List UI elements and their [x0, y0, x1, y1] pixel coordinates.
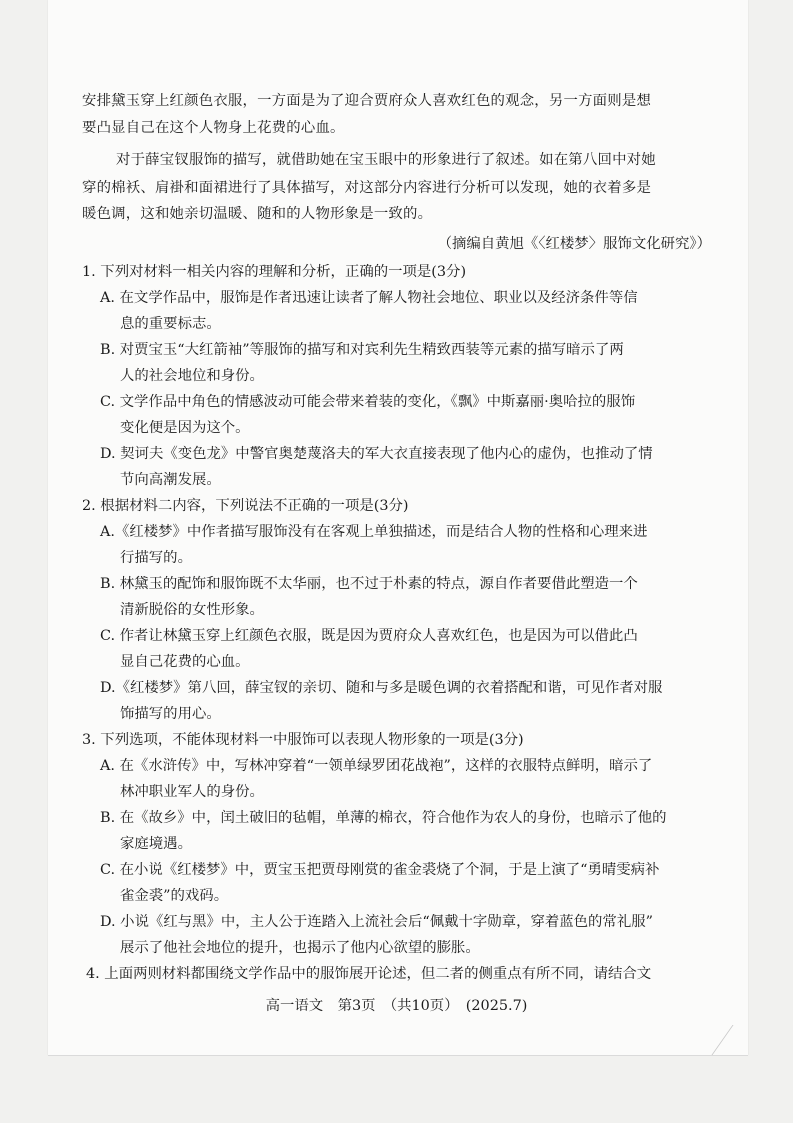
q3-option-a-cont: 林冲职业军人的身份。 [120, 784, 264, 800]
q1-option-a-cont: 息的重要标志。 [120, 316, 221, 332]
q1-option-c: C. 文学作品中角色的情感波动可能会带来着装的变化，《飘》中斯嘉丽·奥哈拉的服饰 [100, 394, 636, 410]
q2-option-b: B. 林黛玉的配饰和服饰既不太华丽，也不过于朴素的特点，源自作者要借此塑造一个 [100, 576, 638, 592]
q2-option-b-cont: 清新脱俗的女性形象。 [120, 602, 264, 618]
page-footer: 高一语文 第3页 （共10页） (2025.7) [265, 998, 528, 1014]
q1-option-b: B. 对贾宝玉“大红箭袖”等服饰的描写和对宾利先生精致西装等元素的描写暗示了两 [100, 342, 624, 358]
material-source: （摘编自黄旭《〈红楼梦〉服饰文化研究》） [437, 236, 711, 252]
q3-option-d: D. 小说《红与黑》中，主人公于连踏入上流社会后“佩戴十字勋章，穿着蓝色的常礼服” [100, 914, 653, 930]
material-line-2: 要凸显自己在这个人物身上花费的心血。 [82, 120, 345, 136]
q2-option-d: D.《红楼梦》第八回，薛宝钗的亲切、随和与多是暖色调的衣着搭配和谐，可见作者对服 [100, 680, 663, 696]
q3-option-b-cont: 家庭境遇。 [120, 836, 192, 852]
q3-option-d-cont: 展示了他社会地位的提升，也揭示了他内心欲望的膨胀。 [120, 940, 480, 956]
page-edge [48, 1055, 748, 1056]
q2-option-c: C. 作者让林黛玉穿上红颜色衣服，既是因为贾府众人喜欢红色，也是因为可以借此凸 [100, 628, 638, 644]
question-4-stem: 4. 上面两则材料都围绕文学作品中的服饰展开论述，但二者的侧重点有所不同，请结合文 [86, 966, 652, 982]
material-line-3: 对于薛宝钗服饰的描写，就借助她在宝玉眼中的形象进行了叙述。如在第八回中对她 [116, 152, 656, 168]
material-line-5: 暖色调，这和她亲切温暖、随和的人物形象是一致的。 [82, 206, 433, 222]
q3-option-a: A. 在《水浒传》中，写林冲穿着“一领单绿罗团花战袍”，这样的衣服特点鲜明，暗示了 [100, 758, 653, 774]
q1-option-c-cont: 变化便是因为这个。 [120, 420, 250, 436]
material-line-1: 安排黛玉穿上红颜色衣服，一方面是为了迎合贾府众人喜欢红色的观念，另一方面则是想 [82, 93, 652, 109]
q2-option-c-cont: 显自己花费的心血。 [120, 654, 250, 670]
q3-option-c: C. 在小说《红楼梦》中，贾宝玉把贾母刚赏的雀金裘烧了个洞，于是上演了“勇晴雯病补 [100, 862, 660, 878]
q2-option-a: A.《红楼梦》中作者描写服饰没有在客观上单独描述，而是结合人物的性格和心理来进 [100, 524, 648, 540]
question-3-stem: 3. 下列选项，不能体现材料一中服饰可以表现人物形象的一项是(3分) [82, 732, 524, 748]
q1-option-b-cont: 人的社会地位和身份。 [120, 368, 264, 384]
question-2-stem: 2. 根据材料二内容，下列说法不正确的一项是(3分) [82, 498, 409, 514]
q3-option-c-cont: 雀金裘”的戏码。 [120, 888, 229, 904]
q1-option-d-cont: 节向高潮发展。 [120, 472, 221, 488]
question-1-stem: 1. 下列对材料一相关内容的理解和分析，正确的一项是(3分) [82, 264, 467, 280]
q3-option-b: B. 在《故乡》中，闰土破旧的毡帽，单薄的棉衣，符合他作为农人的身份，也暗示了他的 [100, 810, 667, 826]
q1-option-d: D. 契诃夫《变色龙》中警官奥楚蔑洛夫的军大衣直接表现了他内心的虚伪，也推动了情 [100, 446, 653, 462]
material-line-4: 穿的棉袄、肩褂和面裙进行了具体描写，对这部分内容进行分析可以发现，她的衣着多是 [82, 180, 652, 196]
q2-option-a-cont: 行描写的。 [120, 550, 192, 566]
q1-option-a: A. 在文学作品中，服饰是作者迅速让读者了解人物社会地位、职业以及经济条件等信 [100, 290, 638, 306]
q2-option-d-cont: 饰描写的用心。 [120, 706, 221, 722]
